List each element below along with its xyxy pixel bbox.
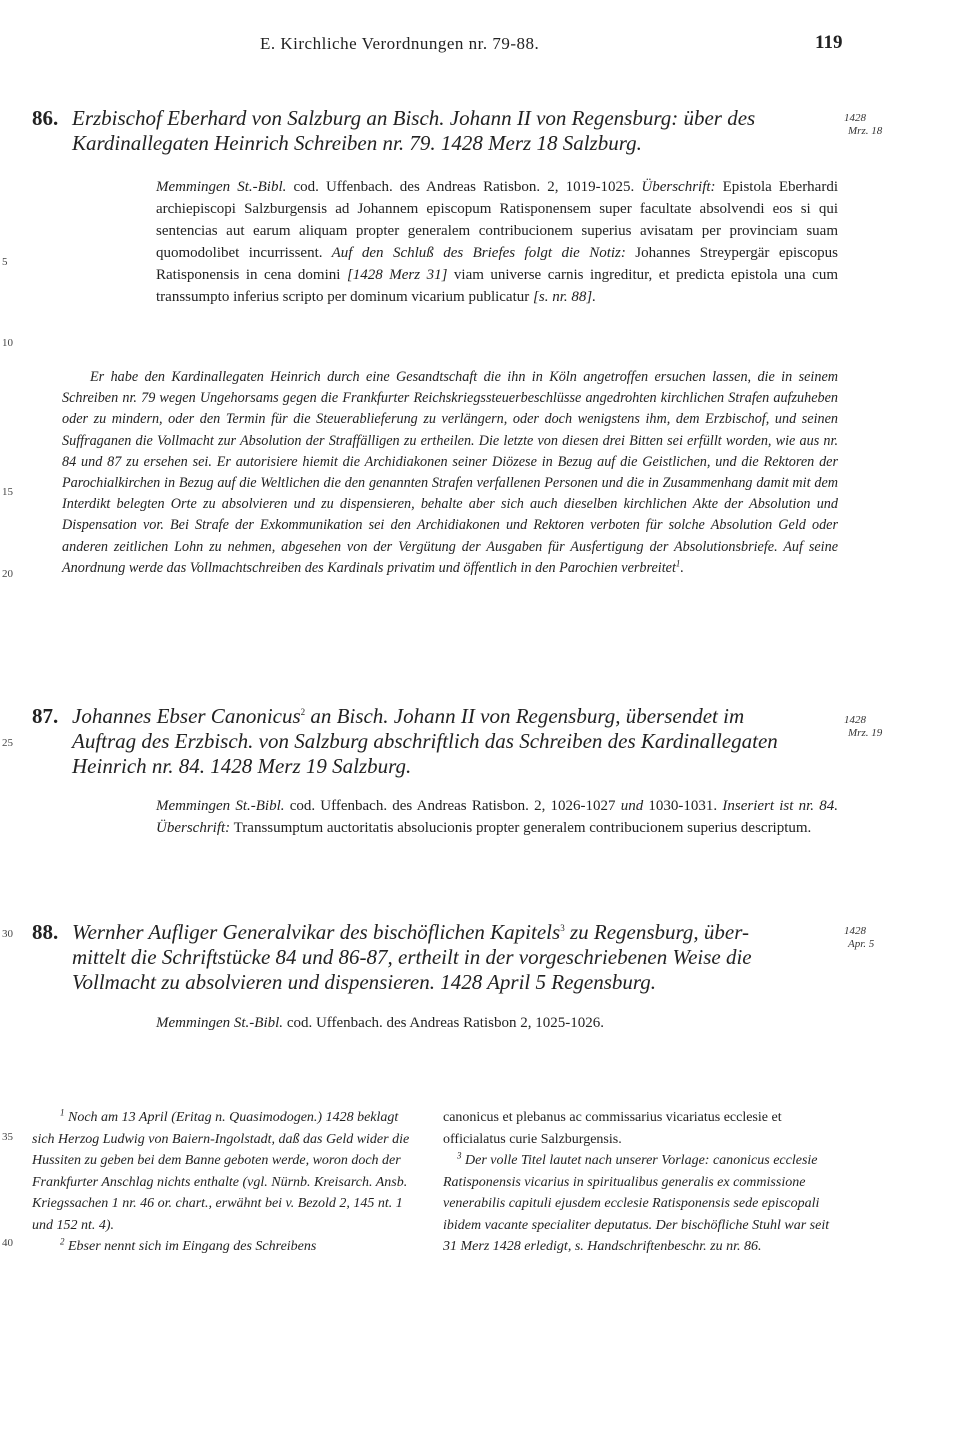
summary-end: .	[680, 559, 684, 576]
source-text: cod. Uffenbach. des Andreas Ratisbon. 2, 1026-1027	[284, 798, 621, 814]
label-ueberschrift: Überschrift:	[641, 179, 716, 195]
footnote-mark: 3	[457, 1150, 462, 1161]
source-text: cod. Uffenbach. des Andreas Ratisbon 2, 1025-1026.	[283, 1015, 604, 1031]
line-number: 25	[2, 737, 13, 749]
page-number: 119	[815, 32, 843, 53]
line-number: 40	[2, 1237, 13, 1249]
source-archive: Memmingen St.-Bibl.	[156, 798, 285, 814]
footnote-2	[32, 1236, 414, 1258]
bracket-date: [1428 Merz 31]	[346, 267, 448, 283]
entry-88-source	[156, 1012, 838, 1034]
margin-day: Apr. 5	[848, 938, 875, 950]
line-number: 35	[2, 1131, 13, 1143]
line-number: 5	[2, 256, 8, 268]
title-line: Wernher Aufliger Generalvikar des bischöflichen Kapitels	[72, 920, 561, 944]
entry-86-source	[156, 176, 838, 308]
margin-year: 1428	[844, 112, 866, 124]
source-text: cod. Uffenbach. des Andreas Ratisbon. 2, 1019-1025.	[286, 179, 642, 195]
footnotes-right-column	[443, 1107, 833, 1258]
footnote-text: Ebser nennt sich im Eingang des Schreibens	[68, 1239, 317, 1254]
title-line: Kardinallegaten Heinrich Schreiben nr. 79. 1428 Merz 18 Salzburg.	[72, 131, 642, 155]
margin-year: 1428	[844, 714, 866, 726]
label-inseriert: Inseriert ist nr. 84.	[722, 798, 838, 814]
entry-87-source	[156, 795, 838, 839]
source-text: Epistola Eberhardi archiepiscopi Salzburgensis ad Johannem episcopum Ratisponensem super facultate absolvendi eos si qui sentencias aut earum aliquam propter generalem contribucionem superius avisatam per provinciam suam quomodolibet incurrissent.	[156, 179, 839, 261]
footnote-mark: 2	[300, 707, 306, 717]
line-number: 30	[2, 928, 13, 940]
footnote-text: Noch am 13 April (Eritag n. Quasimodogen.) 1428 beklagt sich Herzog Ludwig von Baiern-Ingolstadt, daß das Geld wider die Hussiten zu geben bei dem Banne geboten werde, woron doch der Frankfurter Anschlag nichts enthalte (vgl. Nürnb. Kreisarch. Ansb. Kriegssachen 1 nr. 46 or. chart., erwähnt bei v. Bezold 2, 145 nt. 1 und 152 nt. 4).	[32, 1110, 410, 1233]
margin-day: Mrz. 18	[848, 125, 883, 137]
footnote-1	[32, 1107, 414, 1236]
footnote-mark: 2	[60, 1236, 65, 1247]
title-line: an Bisch. Johann II von Regensburg, übersendet im	[305, 704, 745, 728]
footnote-text: Der volle Titel lautet nach unserer Vorlage: canonicus ecclesie Ratisponensis vicarius in spiritualibus generalis ex commissione venerabilis capituli ejusdem ecclesie Ratisponensis sede episcopali ibidem vacante specialiter deputatus. Der bischöfliche Stuhl war seit 31 Merz 1428 erledigt, s. Handschriftenbeschr. zu nr. 86.	[443, 1153, 830, 1254]
source-archive: Memmingen St.-Bibl.	[156, 179, 287, 195]
entry-86-summary	[62, 367, 838, 579]
title-line: Vollmacht zu absolvieren und dispensieren. 1428 April 5 Regensburg.	[72, 970, 657, 994]
title-line: Auftrag des Erzbisch. von Salzburg abschriftlich das Schreiben des Kardinallegaten	[72, 729, 778, 753]
margin-year: 1428	[844, 925, 866, 937]
running-head: E. Kirchliche Verordnungen nr. 79-88.	[260, 34, 540, 53]
footnote-mark: 1	[60, 1107, 65, 1118]
summary-paragraph	[62, 367, 838, 579]
title-line: Heinrich nr. 84. 1428 Merz 19 Salzburg.	[72, 754, 412, 778]
title-line: mittelt die Schriftstücke 84 und 86-87, ertheilt in der vorgeschriebenen Weise die	[72, 945, 752, 969]
label-notiz: Auf den Schluß des Briefes folgt die Notiz:	[322, 245, 626, 261]
entry-87-title	[32, 704, 840, 779]
entry-87-date-margin	[844, 714, 882, 740]
entry-88-date-margin	[844, 925, 874, 951]
footnote-2-continued: canonicus et plebanus ac commissarius vicariatus ecclesie et officialatus curie Salzburgensis.	[443, 1110, 782, 1147]
title-line: zu Regensburg, über-	[564, 920, 749, 944]
footnote-mark: 1	[675, 558, 681, 569]
cross-reference: [s. nr. 88].	[533, 289, 596, 305]
line-number: 20	[2, 568, 13, 580]
line-number: 15	[2, 486, 13, 498]
source-text: Johannes Streypergär episcopus Ratisponensis in cena domini	[156, 245, 838, 283]
entry-number: 86.	[32, 106, 59, 130]
footnote-3	[443, 1150, 833, 1258]
title-line: Johannes Ebser Canonicus	[72, 704, 301, 728]
footnote-mark: 3	[560, 923, 565, 933]
entry-88-title	[32, 920, 840, 995]
entry-86-date-margin	[844, 112, 882, 138]
footnotes-left-column	[32, 1107, 414, 1258]
source-text: Transsumptum auctoritatis absolucionis propter generalem contribucionem superius descriptum.	[230, 820, 812, 836]
label-ueberschrift: Überschrift:	[156, 820, 231, 836]
line-number: 10	[2, 337, 13, 349]
entry-number: 88.	[32, 920, 59, 944]
source-text: viam universe carnis ingreditur, et predicta epistola una cum transsumpto inferius scripto per dominum vicarium publicatur	[156, 267, 838, 305]
margin-day: Mrz. 19	[848, 727, 883, 739]
source-archive: Memmingen St.-Bibl.	[156, 1015, 284, 1031]
page-header	[0, 34, 960, 58]
source-text: 1030-1031.	[643, 798, 723, 814]
source-und: und	[620, 798, 644, 814]
entry-number: 87.	[32, 704, 59, 728]
entry-86-title	[32, 106, 840, 156]
summary-text: Er habe den Kardinallegaten Heinrich durch eine Gesandtschaft die ihn in Köln angetroffen ersuchen lassen, die in seinem Schreiben nr. 79 wegen Ungehorsams gegen die Frankfurter Reichskriegssteuerbeschlüsse angedrohten kirchlichen Strafen aufzuheben oder zu mindern, oder den Termin für die Steuerablieferung zu verlängern, oder doch wenigstens ihm, dem Erzbischof, und seinen Suffraganen die Vollmacht zur Absolution der Straffälligen zu ertheilen. Die letzte von diesen drei Bitten sei erfüllt worden, wie aus nr. 84 und 87 zu ersehen sei. Er autorisiere hiemit die Archidiakonen seiner Diözese in Bezug auf die Geistlichen, und die Rektoren der Parochialkirchen in Bezug auf die Weltlichen die den genannten Strafen verfallenen Personen und die in Zusammenhang damit mit dem Interdikt belegten Orte zu absolvieren und zu dispensieren, behalte aber sich auch dieselben kirchlichen Akte der Absolution und Dispensation vor. Bei Strafe der Exkommunikation sei den Archidiakonen und Rektoren verboten für solche Absolution Geld oder anderen zeitlichen Lohn zu nehmen, abgesehen von der Vergütung der Ausgaben für Ausfertigung der Absolutionsbriefe. Auf seine Anordnung werde das Vollmachtschreiben des Kardinals privatim und öffentlich in den Parochien verbreitet	[62, 369, 838, 576]
title-line: Erzbischof Eberhard von Salzburg an Bisch. Johann II von Regensburg: über des	[72, 106, 756, 130]
